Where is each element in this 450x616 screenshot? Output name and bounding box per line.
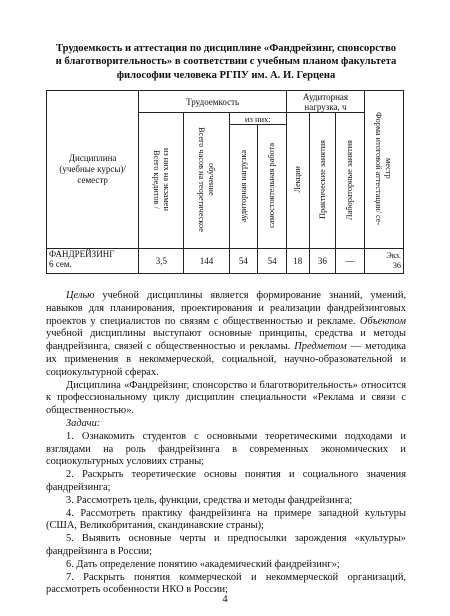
practical-cell: 36: [309, 249, 336, 274]
final-attestation-header: Форма итоговой аттестации/ се- местр: [364, 91, 403, 249]
self-work-header: самостоятельная работа: [258, 125, 287, 249]
self-work-cell: 54: [258, 249, 287, 274]
title-line: философии человека РГПУ им. А. И. Герцена: [116, 69, 336, 81]
credits-cell: 3,5: [139, 249, 184, 274]
discipline-header: Дисциплина (учебные курсы)/ семестр: [47, 91, 139, 249]
exam-cell: Экз. 36: [364, 249, 403, 274]
task-item: 3. Рассмотреть цель, функции, средства и методы фандрейзинга;: [66, 494, 353, 506]
task-item: 4. Рассмотреть практику фандрейзинга на примере западной культуры (США, Великобритания, скандинавские страны);: [46, 507, 406, 532]
title-line: Трудоемкость и аттестация по дисциплине «Фандрейзинг, спонсорство: [55, 43, 397, 54]
tasks-label: Задачи:: [66, 417, 101, 429]
auditor-load-header: Аудиторная нагрузка, ч: [287, 91, 365, 113]
discipline-name-cell: ФАНДРЕЙЗИНГ 6 сем.: [47, 249, 139, 274]
document-title: [40, 42, 412, 82]
task-item: 5. Выявить основные черты и предпосылки зарождения «культуры» фандрейзинга в России;: [46, 533, 406, 557]
lectures-cell: 18: [287, 249, 310, 274]
paragraph-discipline: Дисциплина «Фандрейзинг, спонсорство и благотворительность» относится к профессиональному циклу дисциплин специальности «Реклама и связи с общественностью».: [46, 379, 406, 417]
discipline-table: [46, 90, 404, 274]
task-item: 2. Раскрыть теоретические основы понятия и социального значения фандрейзинга;: [46, 469, 406, 493]
auditor-cell: 54: [229, 249, 258, 274]
table-row: [47, 249, 404, 274]
credits-header: Всего кредитов / из них на экзамен: [139, 113, 184, 249]
lab-cell: —: [336, 249, 365, 274]
lab-header: Лабораторные занятия: [336, 113, 365, 249]
hours-header: Всего часов на теоретическое обучение: [184, 113, 229, 249]
title-line: и благотворительность» в соответствии с учебным планом факультета: [55, 56, 397, 68]
hours-cell: 144: [184, 249, 229, 274]
task-item: 1. Ознакомить студентов с основными теоретическими подходами и взглядами на роль фандрейзинга в современных экономических и социокультурных условиях страны;: [46, 430, 406, 468]
iz-nih-header: из них:: [229, 113, 286, 125]
task-item: 6. Дать определение понятию «академический фандрейзинг»;: [66, 558, 340, 570]
auditor-header: аудиторная нагрузка: [229, 125, 258, 249]
page-number: 4: [222, 594, 228, 605]
paragraph-goal: Целью учебной дисциплины является формирование знаний, умений, навыков для планирования, проектирования и реализации фандрейзинговых проектов у специалистов по связям с общественностью и рекламе. Объектом учебной дисциплины выступают основные принципы, средства и методы фандрейзинга, связей с общественностью и рекламы. Предметом — методика их применения в некоммерческой, социальной, научно-образовательной и социокультурной сферах.: [46, 290, 406, 378]
task-item: 7. Раскрыть понятия коммерческой и некоммерческой организаций, рассмотреть особенности НКО в России;: [46, 571, 406, 596]
body-text: [46, 290, 406, 597]
practical-header: Практические занятия: [309, 113, 336, 249]
lectures-header: Лекции: [287, 113, 310, 249]
trudoemkost-header: Трудоемкость: [139, 91, 287, 113]
